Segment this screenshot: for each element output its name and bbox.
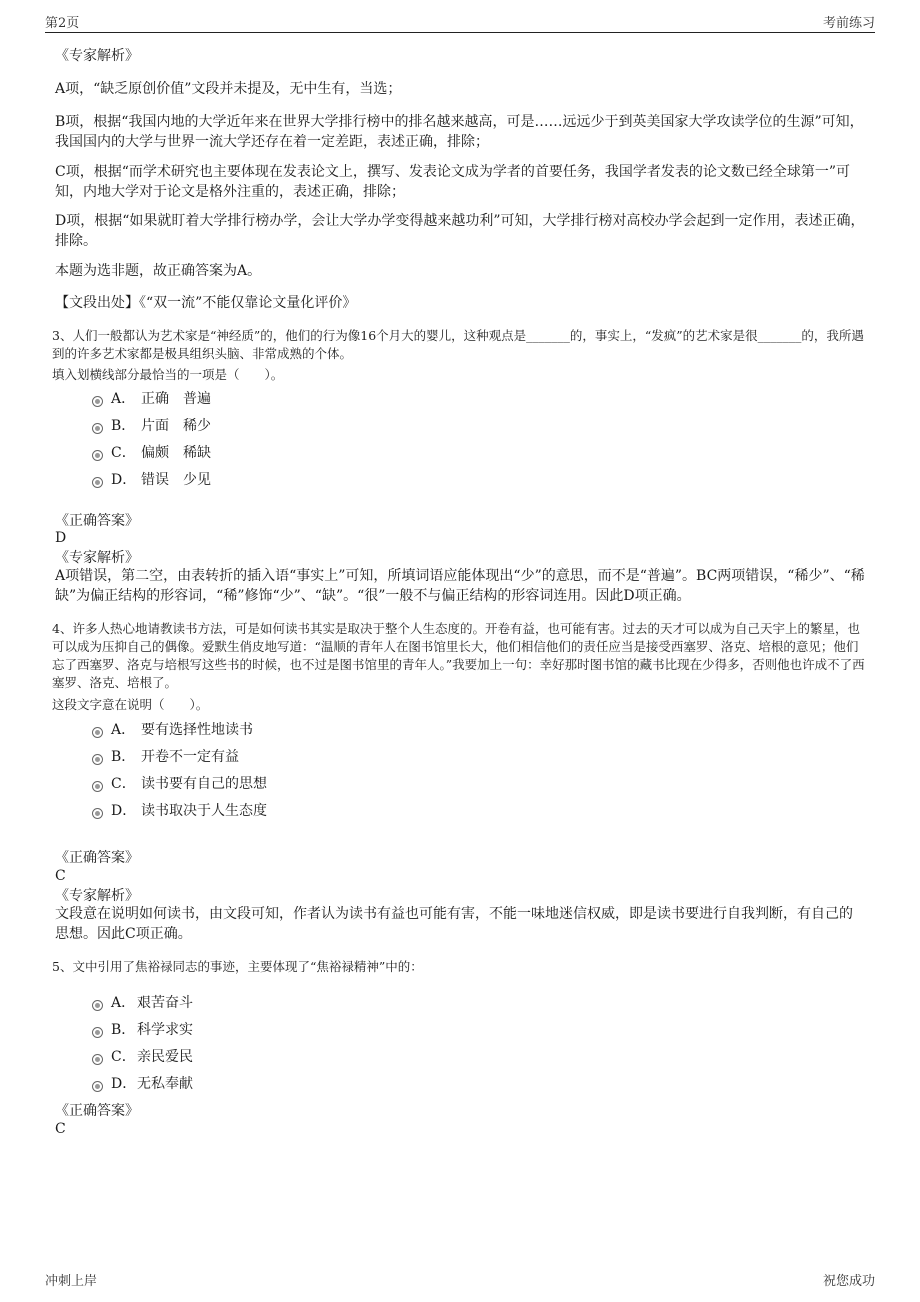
q5-option-d[interactable]: D． 无私奉献 <box>92 1073 193 1093</box>
option-text: 科学求实 <box>137 1022 193 1038</box>
option-text: 开卷不一定有益 <box>141 749 239 765</box>
q3-prompt: 填入划横线部分最恰当的一项是（ ）。 <box>52 367 284 382</box>
q3-option-d[interactable]: D． 错误 少见 <box>92 469 211 489</box>
radio-icon[interactable] <box>92 1000 103 1011</box>
option-text: 要有选择性地读书 <box>141 722 253 738</box>
source-note: 【文段出处】《“双一流”不能仅靠论文量化评价》 <box>55 295 357 311</box>
option-text: 读书取决于人生态度 <box>141 803 267 819</box>
q5-stem: 5、文中引用了焦裕禄同志的事迹，主要体现了“焦裕禄精神”中的： <box>52 959 423 974</box>
analysis-para-b: B项，根据“我国内地的大学近年来在世界大学排行榜中的排名越来越高，可是……远远少于到英美国家大学攻读学位的生源”可知，我国国内的大学与世界一流大学还存在着一定差距，表述正确，排除； <box>55 114 864 150</box>
q4-stem: 4、许多人热心地请教读书方法，可是如何读书其实是取决于整个人生态度的。开卷有益，也可能有害。过去的天才可以成为自己天宇上的繁星，也可以成为压抑自己的偶像。爱默生俏皮地写道：“温顺的青年人在图书馆里长大，他们相信他们的责任应当是接受西塞罗、洛克、培根的意见；他们忘了西塞罗、洛克与培根写这些书的时候，也不过是图书馆里的青年人。”我要加上一句：幸好那时图书馆的藏书比现在少得多，否则他也许成不了西塞罗、洛克、培根了。 <box>52 621 865 690</box>
q5-option-b[interactable]: B． 科学求实 <box>92 1019 193 1039</box>
page-footer <box>45 1270 875 1289</box>
q5-answer-heading: 《正确答案》 <box>55 1103 139 1119</box>
radio-icon[interactable] <box>92 1054 103 1065</box>
radio-icon[interactable] <box>92 781 103 792</box>
page-number: 第2页 <box>45 16 80 31</box>
q3-analysis-heading: 《专家解析》 <box>55 550 139 566</box>
analysis-para-c: C项，根据“而学术研究也主要体现在发表论文上，撰写、发表论文成为学者的首要任务，我国学者发表的论文数已经全球第一”可知，内地大学对于论文是格外注重的，表述正确，排除； <box>55 164 851 200</box>
radio-icon[interactable] <box>92 450 103 461</box>
q5-option-a[interactable]: A． 艰苦奋斗 <box>92 992 193 1012</box>
q5-answer: C <box>55 1121 66 1137</box>
footer-right: 祝您成功 <box>822 1274 875 1289</box>
q5-option-c[interactable]: C． 亲民爱民 <box>92 1046 193 1066</box>
radio-icon[interactable] <box>92 754 103 765</box>
q4-answer-heading: 《正确答案》 <box>55 850 139 866</box>
option-text: 正确 普遍 <box>141 391 211 407</box>
option-text: 亲民爱民 <box>137 1049 193 1065</box>
q3-answer-heading: 《正确答案》 <box>55 513 139 529</box>
analysis-conclusion: 本题为选非题，故正确答案为A。 <box>55 263 262 279</box>
radio-icon[interactable] <box>92 1081 103 1092</box>
analysis-para-d: D项，根据“如果就盯着大学排行榜办学，会让大学办学变得越来越功利”可知，大学排行榜对高校办学会起到一定作用，表述正确，排除。 <box>55 213 865 249</box>
option-text: 读书要有自己的思想 <box>141 776 267 792</box>
q3-option-b[interactable]: B． 片面 稀少 <box>92 415 211 435</box>
q4-analysis-heading: 《专家解析》 <box>55 888 139 904</box>
analysis-para-a: A项，“缺乏原创价值”文段并未提及，无中生有，当选； <box>55 81 402 97</box>
radio-icon[interactable] <box>92 727 103 738</box>
q4-prompt: 这段文字意在说明（ ）。 <box>52 697 209 712</box>
radio-icon[interactable] <box>92 423 103 434</box>
radio-icon[interactable] <box>92 808 103 819</box>
q3-answer: D <box>55 530 67 546</box>
page-header <box>45 12 875 33</box>
q3-analysis: A项错误，第二空，由表转折的插入语“事实上”可知，所填词语应能体现出“少”的意思，而不是“普遍”。BC两项错误，“稀少”、“稀缺”为偏正结构的形容词，“稀”修饰“少”、“缺”。“很”一般不与偏正结构的形容词连用。因此D项正确。 <box>55 568 865 604</box>
q4-option-c[interactable]: C． 读书要有自己的思想 <box>92 773 267 793</box>
option-text: 无私奉献 <box>137 1076 193 1092</box>
option-text: 偏颇 稀缺 <box>141 445 211 461</box>
q3-option-a[interactable]: A． 正确 普遍 <box>92 388 211 408</box>
radio-icon[interactable] <box>92 396 103 407</box>
radio-icon[interactable] <box>92 477 103 488</box>
analysis-heading: 《专家解析》 <box>55 48 139 64</box>
q3-stem: 3、人们一般都认为艺术家是“神经质”的，他们的行为像16个月大的婴儿，这种观点是_______的，事实上，“发疯”的艺术家是很_______的，我所遇到的许多艺术家都是极具组织头脑、非常成熟的个体。 <box>52 328 864 361</box>
q4-option-b[interactable]: B． 开卷不一定有益 <box>92 746 239 766</box>
q4-option-d[interactable]: D． 读书取决于人生态度 <box>92 800 267 820</box>
header-title: 考前练习 <box>822 16 875 31</box>
footer-left: 冲刺上岸 <box>45 1274 98 1289</box>
option-text: 片面 稀少 <box>141 418 211 434</box>
q3-option-c[interactable]: C． 偏颇 稀缺 <box>92 442 211 462</box>
q4-answer: C <box>55 868 66 884</box>
option-text: 艰苦奋斗 <box>137 995 193 1011</box>
option-text: 错误 少见 <box>141 472 211 488</box>
radio-icon[interactable] <box>92 1027 103 1038</box>
q4-analysis: 文段意在说明如何读书，由文段可知，作者认为读书有益也可能有害，不能一味地迷信权威，即是读书要进行自我判断，有自己的思想。因此C项正确。 <box>55 906 853 942</box>
q4-option-a[interactable]: A． 要有选择性地读书 <box>92 719 253 739</box>
